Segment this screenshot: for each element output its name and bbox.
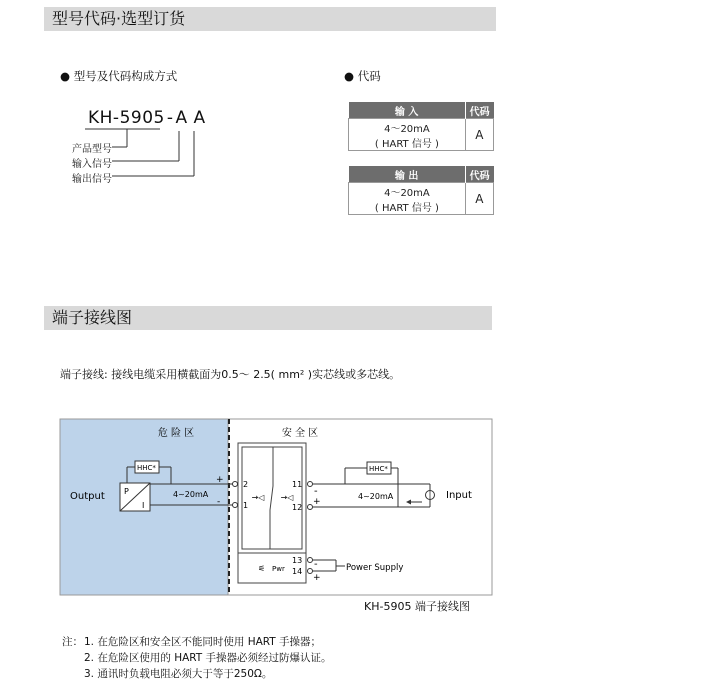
code-title: 代码 — [357, 69, 381, 83]
terminal-12: 12 — [292, 503, 303, 512]
power-plus: + — [313, 573, 321, 583]
terminal-14: 14 — [292, 567, 303, 576]
output-label: Output — [70, 491, 105, 502]
section-title: 端子接线图 — [52, 308, 133, 327]
safe-zone-label: 安 全 区 — [281, 428, 319, 439]
tree-label-model: 产品型号 — [72, 144, 112, 155]
note-item-3: 3. 通讯时负载电阻必须大于等于250Ω。 — [84, 668, 273, 680]
model-code-1: A — [175, 108, 188, 128]
terminal-11: 11 — [292, 480, 303, 489]
right-minus: - — [314, 486, 318, 497]
hhc-left-label: HHC* — [137, 464, 156, 472]
output-code-header: 代码 — [465, 166, 493, 183]
svg-text:→◁: →◁ — [280, 493, 294, 502]
model-sep: - — [166, 108, 174, 128]
structure-heading: ● 型号及代码构成方式 — [60, 69, 178, 83]
terminal-13: 13 — [292, 556, 303, 565]
structure-title: 型号及代码构成方式 — [73, 69, 178, 83]
svg-text:→◁: →◁ — [251, 493, 265, 502]
terminal-1: 1 — [243, 501, 249, 510]
notes-lead: 注： — [62, 636, 83, 648]
input-header: 输 入 — [349, 102, 466, 119]
note-item-2: 2. 在危险区使用的 HART 手操器必须经过防爆认证。 — [84, 652, 332, 664]
left-minus: - — [217, 497, 221, 507]
left-plus: + — [216, 475, 224, 485]
input-spec-line2: ( HART 信号 ) — [374, 138, 439, 150]
terminal-2: 2 — [243, 480, 249, 489]
model-code-2: A — [193, 108, 206, 128]
tree-label-input: 输入信号 — [72, 159, 112, 170]
output-spec-line1: 4～20mA — [384, 187, 430, 199]
power-minus: - — [314, 559, 318, 570]
input-code: A — [465, 119, 493, 151]
safe-current-label: 4~20mA — [358, 492, 394, 501]
code-heading: ● 代码 — [344, 69, 381, 83]
svg-text:⚟: ⚟ — [258, 564, 266, 573]
input-code-header: 代码 — [465, 102, 493, 119]
diagram-caption: KH-5905 端子接线图 — [364, 600, 470, 613]
hazard-zone-label: 危 险 区 — [157, 428, 195, 439]
input-spec-line1: 4～20mA — [384, 123, 430, 135]
right-plus: + — [313, 497, 321, 507]
model-base: KH-5905 — [88, 108, 165, 128]
output-code: A — [465, 183, 493, 215]
input-label: Input — [446, 490, 472, 501]
tree-label-output: 输出信号 — [72, 174, 112, 185]
i-label: I — [142, 501, 145, 510]
hhc-right-label: HHC* — [369, 465, 388, 473]
power-supply-label: Power Supply — [346, 563, 404, 573]
note-item-1: 1. 在危险区和安全区不能同时使用 HART 手操器； — [84, 636, 322, 648]
hazard-current-label: 4~20mA — [173, 490, 209, 499]
pwr-label: Pwr — [272, 565, 285, 573]
section-title: 型号代码·选型订货 — [52, 9, 186, 28]
output-spec-line2: ( HART 信号 ) — [374, 202, 439, 214]
output-header: 输 出 — [349, 166, 466, 183]
wiring-description: 端子接线: 接线电缆采用横截面为0.5～ 2.5( mm² )实芯线或多芯线。 — [60, 368, 401, 381]
p-label: P — [124, 487, 129, 496]
